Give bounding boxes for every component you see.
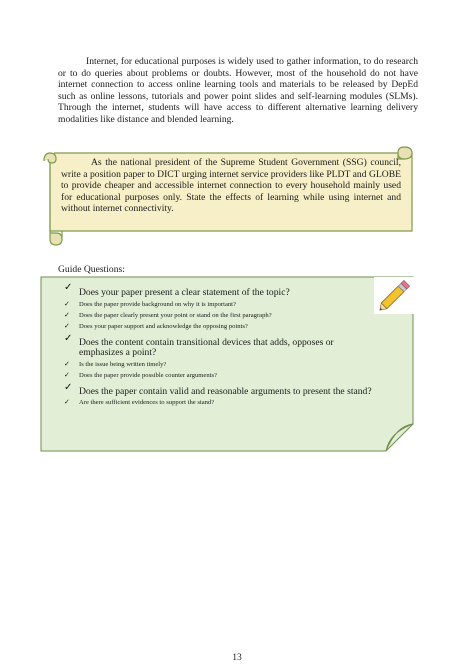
question-text: Does the content contain transitional devices that adds, opposes or emphasizes a point?: [79, 337, 334, 358]
checkmark-icon: ✓: [64, 282, 73, 293]
question-item: [64, 312, 374, 320]
question-text: Does your paper support and acknowledge the opposing points?: [79, 323, 248, 330]
question-text: Does your paper present a clear statement of the topic?: [79, 287, 290, 298]
task-text: As the national president of the Supreme Student Government (SSG) council, write a position paper to DICT urging internet service providers like PLDT and GLOBE to provide cheaper and accessible internet connection to every household mainly used for educational purposes only. State the effects of learning while using internet and without internet connectivity.: [61, 157, 401, 214]
question-item: [64, 361, 374, 369]
guide-questions-label: Guide Questions:: [58, 264, 125, 275]
question-item: [64, 301, 374, 309]
guide-questions-list: [64, 283, 374, 410]
question-item: [64, 382, 374, 397]
checkmark-icon: ✓: [64, 322, 70, 330]
question-item: [64, 333, 374, 358]
question-text: Does the paper clearly present your point or stand on the first paragraph?: [79, 312, 272, 319]
question-item: [64, 399, 374, 407]
question-text: Does the paper contain valid and reasonable arguments to present the stand?: [79, 386, 372, 397]
checkmark-icon: ✓: [64, 300, 70, 308]
checkmark-icon: ✓: [64, 398, 70, 406]
question-text: Does the paper provide background on why it is important?: [79, 301, 236, 308]
checkmark-icon: ✓: [64, 333, 73, 344]
checkmark-icon: ✓: [64, 360, 70, 368]
question-text: Does the paper provide possible counter arguments?: [79, 372, 217, 379]
question-item: [64, 282, 374, 298]
question-item: [64, 372, 374, 380]
pencil-icon: [374, 277, 414, 314]
checkmark-icon: ✓: [64, 311, 70, 319]
question-item: [64, 323, 374, 331]
question-text: Is the issue being written timely?: [79, 361, 167, 368]
page-number: 13: [232, 652, 242, 663]
checkmark-icon: ✓: [64, 371, 70, 379]
question-text: Are there sufficient evidences to support the stand?: [79, 399, 215, 406]
intro-paragraph: Internet, for educational purposes is widely used to gather information, to do research or to do queries about problems or doubts. However, most of the household do not have internet connection to access online learning tools and materials to be released by DepEd such as online lessons, tutorials and power point slides and self-learning modules (SLMs). Through the internet, students will have access to different alternative learning delivery modalities like distance and blended learning.: [58, 56, 418, 125]
checkmark-icon: ✓: [64, 382, 73, 393]
